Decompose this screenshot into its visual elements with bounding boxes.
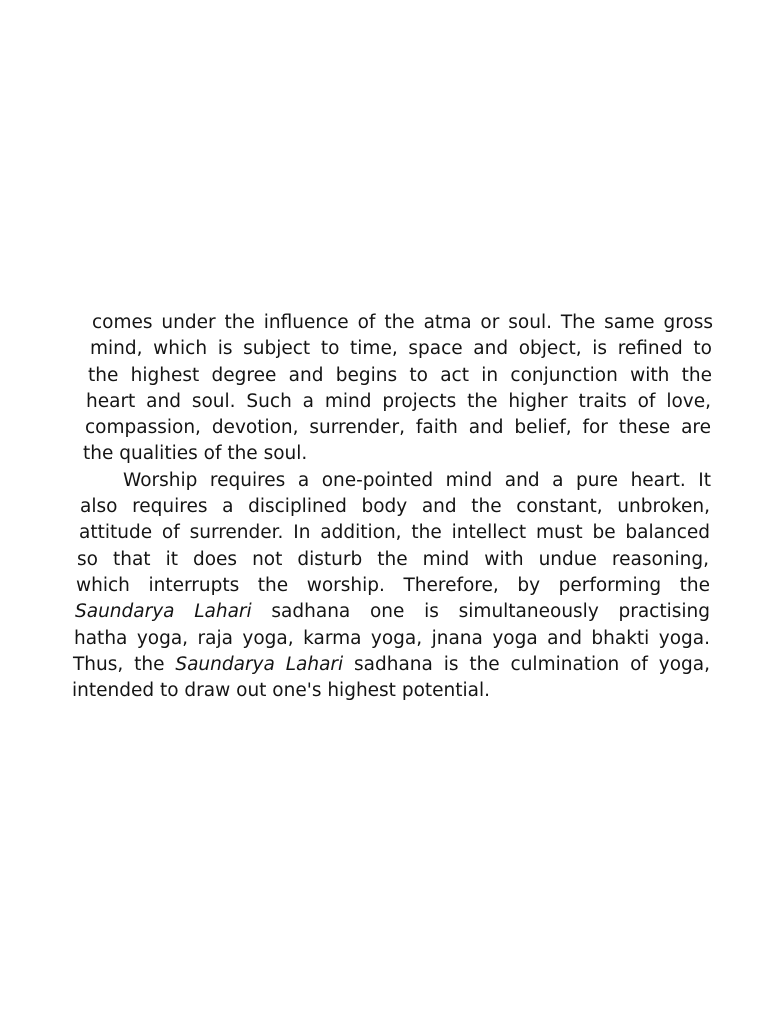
text-line: [68, 599, 710, 625]
text-line: compassion, devotion, surrender, faith and belief, for these are: [85, 417, 711, 439]
text-line: also requires a disciplined body and the constant, unbroken,: [80, 496, 710, 518]
text-line: the highest degree and begins to act in conjunction with the: [88, 364, 712, 386]
text-line: heart and soul. Such a mind projects the higher traits of love,: [86, 390, 711, 412]
text-line: attitude of surrender. In addition, the intellect must be balanced: [79, 522, 710, 544]
text-line: comes under the influence of the atma or soul. The same gross: [92, 312, 713, 333]
text-line: mind, which is subject to time, space and object, is refined to: [90, 338, 712, 360]
body-text: [68, 310, 724, 704]
paragraph-start-line: Worship requires a one-pointed mind and a pure heart. It: [123, 469, 711, 491]
text-line: the qualities of the soul.: [83, 443, 308, 465]
line-head: Thus, the: [73, 653, 176, 675]
text-line: hatha yoga, raja yoga, karma yoga, jnana yoga and bhakti yoga.: [74, 627, 710, 649]
text-line: so that it does not disturb the mind with undue reasoning,: [77, 548, 709, 570]
text-line: [68, 652, 710, 678]
text-line: which interrupts the worship. Therefore, by performing the: [76, 574, 710, 596]
italic-title: Saundarya Lahari: [175, 653, 344, 675]
line-tail: sadhana one is simultaneously practising: [251, 601, 710, 623]
italic-title: Saundarya Lahari: [75, 601, 252, 623]
text-line: intended to draw out one's highest potential.: [72, 680, 490, 702]
line-tail: sadhana is the culmination of yoga,: [343, 653, 710, 675]
